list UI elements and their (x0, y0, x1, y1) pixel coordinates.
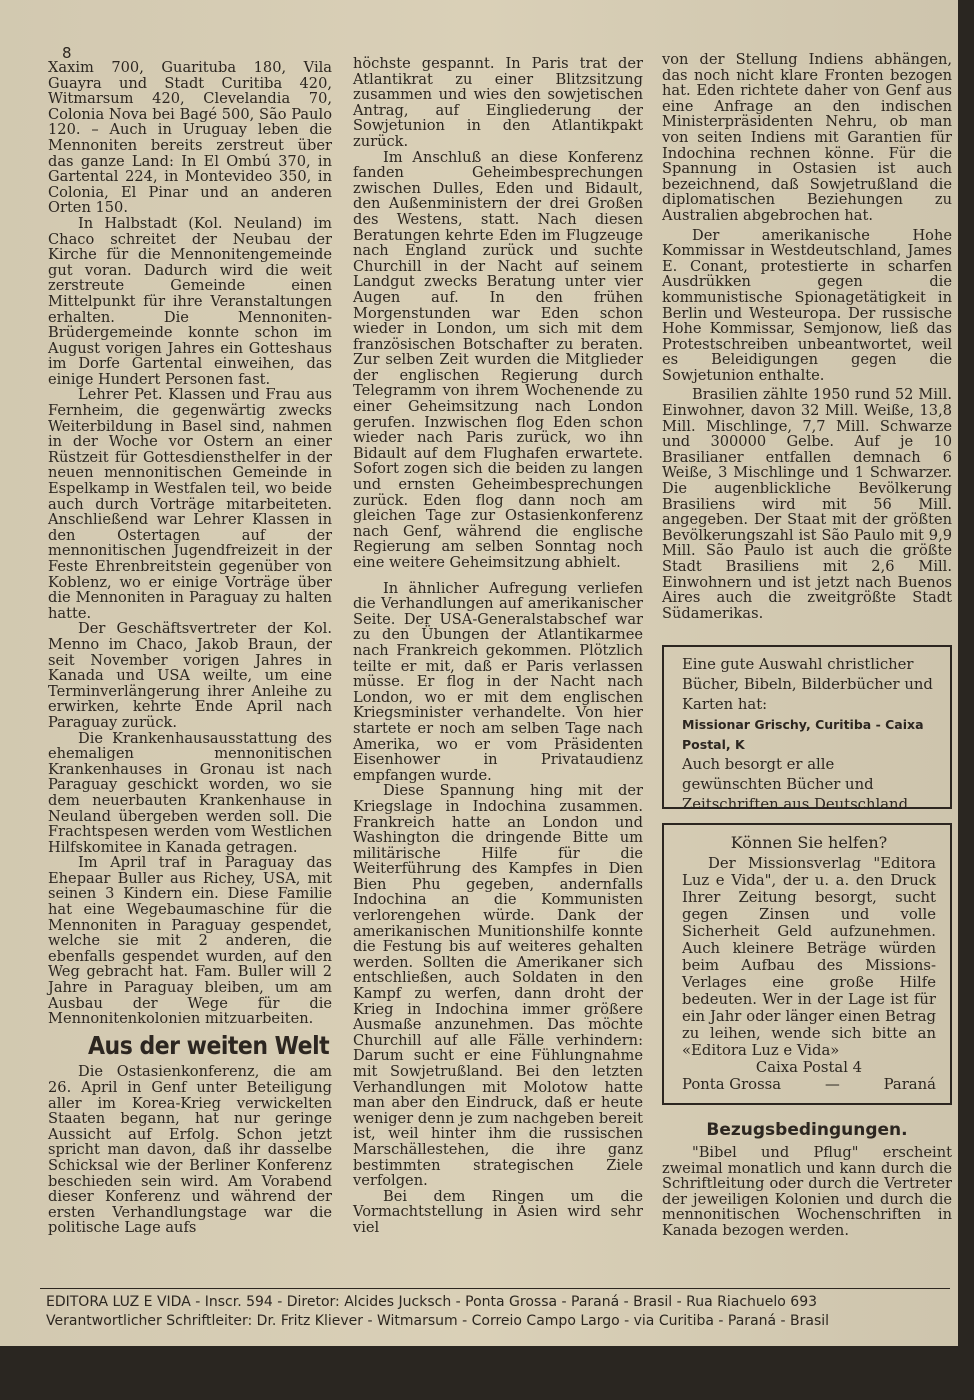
article-paragraph: höchste gespannt. In Paris trat der Atlantikrat zu einer Blitzsitzung zusammen und wies den sowjetischen Antrag, auf Eingliederung der Sowjetunion in den Atlantikpakt zurück. (353, 55, 643, 150)
article-paragraph: In Halbstadt (Kol. Neuland) im Chaco schreitet der Neubau der Kirche für die Mennonitengemeinde gut voran. Dadurch wird die weit zerstreute Gemeinde einen Mittelpunkt für ihre Veranstaltungen erhalten. Die Mennoniten-Brüdergemeinde konnte schon im August vorigen Jahres ein Gotteshaus im Dorfe Gartental einweihen, das einige Hundert Personen fast. (48, 214, 332, 388)
article-paragraph: Der amerikanische Hohe Kommissar in Westdeutschland, James E. Conant, protestierte in scharfen Ausdrükken gegen die kommunistische Spionagetätigkeit in Berlin und Westeuropa. Der russische Hohe Kommissar, Semjonow, ließ das Protestschreiben unbeantwortet, weil es Beleidigungen gegen die Sowjetunion enthalte. (662, 226, 952, 384)
column-right (662, 52, 952, 1239)
column-left (48, 60, 332, 1236)
help-city: Ponta Grossa (682, 1076, 782, 1094)
article-paragraph: Der Geschäftsvertreter der Kol. Menno im Chaco, Jakob Braun, der seit November vorigen Jahres in Kanada und USA weilte, um eine Terminverlängerung ihrer Anleihe zu erwirken, kehrte Ende April nach Paraguay zurück. (48, 620, 332, 731)
column-middle (353, 56, 643, 1236)
article-paragraph: von der Stellung Indiens abhängen, das noch nicht klare Fronten bezogen hat. Eden richtete daher von Genf aus eine Anfrage an den indischen Ministerpräsidenten Nehru, ob man von seiten Indiens mit Garantien für Indochina rechnen könne. Für die Spannung in Ostasien ist auch bezeichnend, daß Sowjetrußland die diplomatischen Beziehungen zu Australien abgebrochen hat. (662, 51, 952, 224)
ad-text: Auch besorgt er alle gewünschten Bücher und Zeitschriften aus Deutschland. (682, 756, 913, 814)
article-paragraph: Bei dem Ringen um die Vormachtstellung in Asien wird sehr viel (353, 1187, 643, 1236)
article-paragraph: Lehrer Pet. Klassen und Frau aus Fernheim, die gegenwärtig zwecks Weiterbildung in Basel sind, nahmen in der Woche vor Ostern an einer Rüstzeit für Gottesdiensthelfer in der neuen mennonitischen Gemeinde in Espelkamp in Westfalen teil, wo beide auch durch Vorträge mitarbeiteten. Anschließend war Lehrer Klassen in den Ostertagen auf der mennonitischen Jugendfreizeit in der Feste Ehrenbreitstein gegenüber von Koblenz, wo er einige Vorträge über die Mennoniten in Paraguay zu halten hatte. (48, 386, 332, 622)
page-number: 8 (62, 44, 72, 62)
article-paragraph: Xaxim 700, Guarituba 180, Vila Guayra und Stadt Curitiba 420, Witmarsum 420, Clevelandia 70, Colonia Nova bei Bagé 500, São Paulo 120. – Auch in Uruguay leben die Mennoniten bereits zerstreut über das ganze Land: In El Ombú 370, in Gartental 224, in Montevideo 350, in Colonia, El Pinar und an anderen Orten 150. (48, 59, 332, 217)
help-text: Der Missionsverlag "Editora Luz e Vida", der u. a. den Druck Ihrer Zeitung besorgt, sucht gegen Zinsen und volle Sicherheit Geld aufzunehmen. Auch kleinere Beträge würden beim Aufbau des Missions-Verlages eine große Hilfe bedeuten. Wer in der Lage ist für ein Jahr oder länger einen Betrag zu leihen, wende sich bitte an «Editora Luz e Vida» (682, 855, 936, 1060)
ad-text: Eine gute Auswahl christlicher Bücher, Bibeln, Bilderbücher und Karten hat: (682, 656, 933, 714)
footer-editor: Verantwortlicher Schriftleiter: Dr. Fritz Kliever - Witmarsum - Correio Campo Largo - via Curitiba - Paraná - Brasil (46, 1313, 830, 1329)
help-address: Caixa Postal 4 (755, 1059, 863, 1077)
section-heading: Aus der weiten Welt (88, 1031, 330, 1061)
help-notice-box (662, 823, 952, 1105)
subscription-text: "Bibel und Pflug" erscheint zweimal monatlich und kann durch die Schriftleitung oder durch die Vertreter der jeweiligen Kolonien und durch die mennonitischen Wochenschriften in Kanada bezogen werden. (662, 1143, 952, 1239)
ad-contact: Missionar Grischy, Curitiba - Caixa Postal, K (682, 717, 924, 753)
help-state: Paraná (883, 1076, 936, 1094)
article-paragraph: Die Krankenhausausstattung des ehemaligen mennonitischen Krankenhauses in Gronau ist nach Paraguay geschickt worden, wo sie dem neuerbauten Krankenhause in Neuland übergeben werden soll. Die Frachtspesen werden vom Westlichen Hilfskomitee in Kanada getragen. (48, 729, 332, 856)
article-paragraph: Die Ostasienkonferenz, die am 26. April in Genf unter Beteiligung aller im Korea-Krieg verwickelten Staaten begann, hat nur geringe Aussicht auf Erfolg. Schon jetzt spricht man davon, daß ihr dasselbe Schicksal wie der Berliner Konferenz beschieden sein wird. Am Vorabend dieser Konferenz und während der ersten Verhandlungstage war die politische Lage aufs (48, 1063, 332, 1237)
article-paragraph: In ähnlicher Aufregung verliefen die Verhandlungen auf amerikanischer Seite. Der USA-Generalstabschef war zu den Übungen der Atlantikarmee nach Frankreich gekommen. Plötzlich teilte er mit, daß er Paris verlassen müsse. Er flog in der Nacht nach London, wo er mit dem englischen Kriegsminister verhandelte. Von hier startete er noch am selben Tage nach Amerika, wo er vom Präsidenten Eisenhower in Privataudienz empfangen wurde. (353, 579, 643, 784)
help-dash: — (824, 1076, 840, 1094)
article-paragraph: Im Anschluß an diese Konferenz fanden Geheimbesprechungen zwischen Dulles, Eden und Bidault, den Außenministern der drei Großen des Westens, statt. Nach diesen Beratungen kehrte Eden im Flugzeuge nach England zurück und suchte Churchill in der Nacht auf seinem Landgut zwecks Beratung unter vier Augen auf. In den frühen Morgenstunden war Eden schon wieder in London, um sich mit dem französischen Botschafter zu beraten. Zur selben Zeit wurden die Mitglieder der englischen Regierung durch Telegramm von ihrem Wochenende zu einer Geheimsitzung nach London gerufen. Inzwischen flog Eden schon wieder nach Paris zurück, wo ihn Bidault auf dem Flughafen erwartete. Sofort zogen sich die beiden zu langen und ernsten Geheimbesprechungen zurück. Eden flog dann noch am gleichen Tage zur Ostasienkonferenz nach Genf, während die englische Regierung am selben Sonntag noch eine weitere Geheimsitzung abhielt. (353, 148, 643, 571)
help-title: Können Sie helfen? (730, 833, 888, 853)
article-paragraph: Diese Spannung hing mit der Kriegslage in Indochina zusammen. Frankreich hatte an London und Washington die dringende Bitte um militärische Hilfe für die Weiterführung des Kampfes in Dien Bien Phu gegeben, andernfalls Indochina an die Kommunisten verlorengehen würde. Dank der amerikanischen Munitionshilfe konnte die Festung bis auf weiteres gehalten werden. Sollten die Amerikaner sich entschließen, auch Soldaten in den Kampf zu werfen, dann droht der Krieg in Indochina immer größere Ausmaße anzunehmen. Das möchte Churchill auf alle Fälle verhindern: Darum sucht er eine Fühlungnahme mit Sowjetrußland. Bei den letzten Verhandlungen mit Molotow hatte man aber den Eindruck, daß er heute weniger denn je zum nachgeben bereit ist, weil hinter ihm die russischen Marschällestehen, die ihre ganz bestimmten strategischen Ziele verfolgen. (353, 782, 643, 1190)
help-address-line (682, 1076, 936, 1093)
footer-rule (40, 1288, 950, 1289)
advertisement-box (662, 645, 952, 814)
article-paragraph: Im April traf in Paraguay das Ehepaar Buller aus Richey, USA, mit seinen 3 Kindern ein. Diese Familie hat eine Wegebaumaschine für die Mennoniten in Paraguay gespendet, welche sie mit 2 anderen, die ebenfalls gespendet wurden, auf den Weg gebracht hat. Fam. Buller will 2 Jahre in Paraguay bleiben, um am Ausbau der Wege für die Mennonitenkolonien mitzuarbeiten. (48, 854, 332, 1028)
subscription-heading: Bezugsbedingungen. (706, 1120, 908, 1141)
article-paragraph: Brasilien zählte 1950 rund 52 Mill. Einwohner, davon 32 Mill. Weiße, 13,8 Mill. Mischlinge, 7,7 Mill. Schwarze und 300000 Gelbe. Auf je 10 Brasilianer entfallen demnach 6 Weiße, 3 Mischlinge und 1 Schwarzer. Die augenblickliche Bevölkerung Brasiliens wird mit 56 Mill. angegeben. Der Staat mit der größten Bevölkerungszahl ist São Paulo mit 9,9 Mill. São Paulo ist auch die größte Stadt Brasiliens mit 2,6 Mill. Einwohnern und ist jetzt nach Buenos Aires auch die zweitgrößte Stadt Südamerikas. (662, 386, 952, 622)
footer-publisher: EDITORA LUZ E VIDA - Inscr. 594 - Diretor: Alcides Jucksch - Ponta Grossa - Paraná - Brasil - Rua Riachuelo 693 (46, 1294, 818, 1310)
